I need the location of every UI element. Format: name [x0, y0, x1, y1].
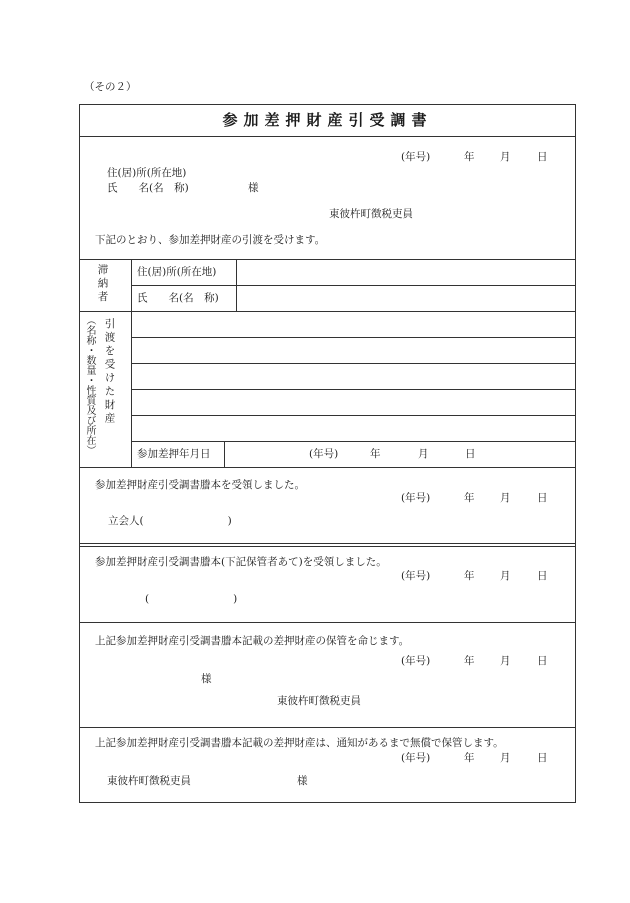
- custodian-paren: ( ): [145, 593, 238, 605]
- taxpayer-side-label: 滞納者: [96, 264, 109, 305]
- divider-property: [79, 467, 576, 468]
- seizure-date-hi: 日: [465, 448, 476, 460]
- receipt-date-tsuki: 月: [500, 492, 511, 504]
- official-title: 東彼杵町徴税吏員: [329, 208, 413, 220]
- divider-title: [79, 136, 576, 137]
- divider-receipt-double: [79, 546, 576, 547]
- seizure-date-nengo: (年号): [309, 448, 339, 460]
- order-sama: 様: [201, 673, 212, 685]
- divider-order: [79, 727, 576, 728]
- receipt-date-nengo: (年号): [401, 492, 431, 504]
- handover-statement: 下記のとおり、参加差押財産の引渡を受けます。: [95, 234, 326, 246]
- form-title: 参加差押財産引受調書: [222, 111, 433, 129]
- date-nen: 年: [464, 151, 475, 163]
- property-row-line: [131, 363, 576, 364]
- custodian-date-nen: 年: [464, 570, 475, 582]
- order-date-tsuki: 月: [500, 655, 511, 667]
- taxpayer-address-label: 住(居)所(所在地): [137, 266, 217, 278]
- divider-receipt: [79, 543, 576, 544]
- storage-statement: 上記参加差押財産引受調書謄本記載の差押財産は、通知があるまで無償で保管します。: [95, 737, 504, 749]
- taxpayer-name-label: 氏 名(名 称): [137, 292, 219, 304]
- divider-custodian: [79, 622, 576, 623]
- divider-top-section: [79, 259, 576, 260]
- storage-date-nengo: (年号): [401, 752, 431, 764]
- divider-taxpayer-row: [131, 285, 576, 286]
- custodian-date-nengo: (年号): [401, 570, 431, 582]
- property-row-line: [131, 415, 576, 416]
- receipt-date-nen: 年: [464, 492, 475, 504]
- receipt-statement: 参加差押財産引受調書謄本を受領しました。: [95, 479, 305, 491]
- taxpayer-label-column-line: [236, 259, 237, 311]
- property-row-line: [131, 337, 576, 338]
- order-date-nengo: (年号): [401, 655, 431, 667]
- order-date-nen: 年: [464, 655, 475, 667]
- property-row-line: [131, 389, 576, 390]
- seizure-date-nen: 年: [370, 448, 381, 460]
- date-nengo: (年号): [401, 151, 431, 163]
- storage-official: 東彼杵町徴税吏員: [107, 775, 191, 787]
- order-statement: 上記参加差押財産引受調書謄本記載の差押財産の保管を命じます。: [95, 635, 410, 647]
- storage-date-hi: 日: [537, 752, 548, 764]
- custodian-date-tsuki: 月: [500, 570, 511, 582]
- date-tsuki: 月: [500, 151, 511, 163]
- storage-date-nen: 年: [464, 752, 475, 764]
- recipient-sama: 様: [248, 182, 259, 194]
- date-hi: 日: [537, 151, 548, 163]
- property-side-sublabel: （名称・数量・性質及び所在）: [84, 315, 95, 455]
- property-row-line: [131, 441, 576, 442]
- order-date-hi: 日: [537, 655, 548, 667]
- seizure-date-column-line: [224, 441, 225, 467]
- receipt-date-hi: 日: [537, 492, 548, 504]
- page-number-label: （その２）: [84, 81, 137, 93]
- divider-taxpayer: [79, 311, 576, 312]
- recipient-address-label: 住(居)所(所在地): [107, 167, 187, 179]
- recipient-name-label: 氏 名(名 称): [107, 182, 189, 194]
- witness-label: 立会人( ): [108, 515, 232, 527]
- property-side-label: 引渡を受けた財産: [103, 318, 116, 426]
- side-label-column-line: [131, 259, 132, 467]
- seizure-date-label: 参加差押年月日: [137, 448, 211, 460]
- storage-sama: 様: [297, 775, 308, 787]
- custodian-receipt-statement: 参加差押財産引受調書謄本(下記保管者あて)を受領しました。: [95, 556, 387, 568]
- storage-date-tsuki: 月: [500, 752, 511, 764]
- seizure-date-tsuki: 月: [418, 448, 429, 460]
- order-official: 東彼杵町徴税吏員: [277, 695, 361, 707]
- custodian-date-hi: 日: [537, 570, 548, 582]
